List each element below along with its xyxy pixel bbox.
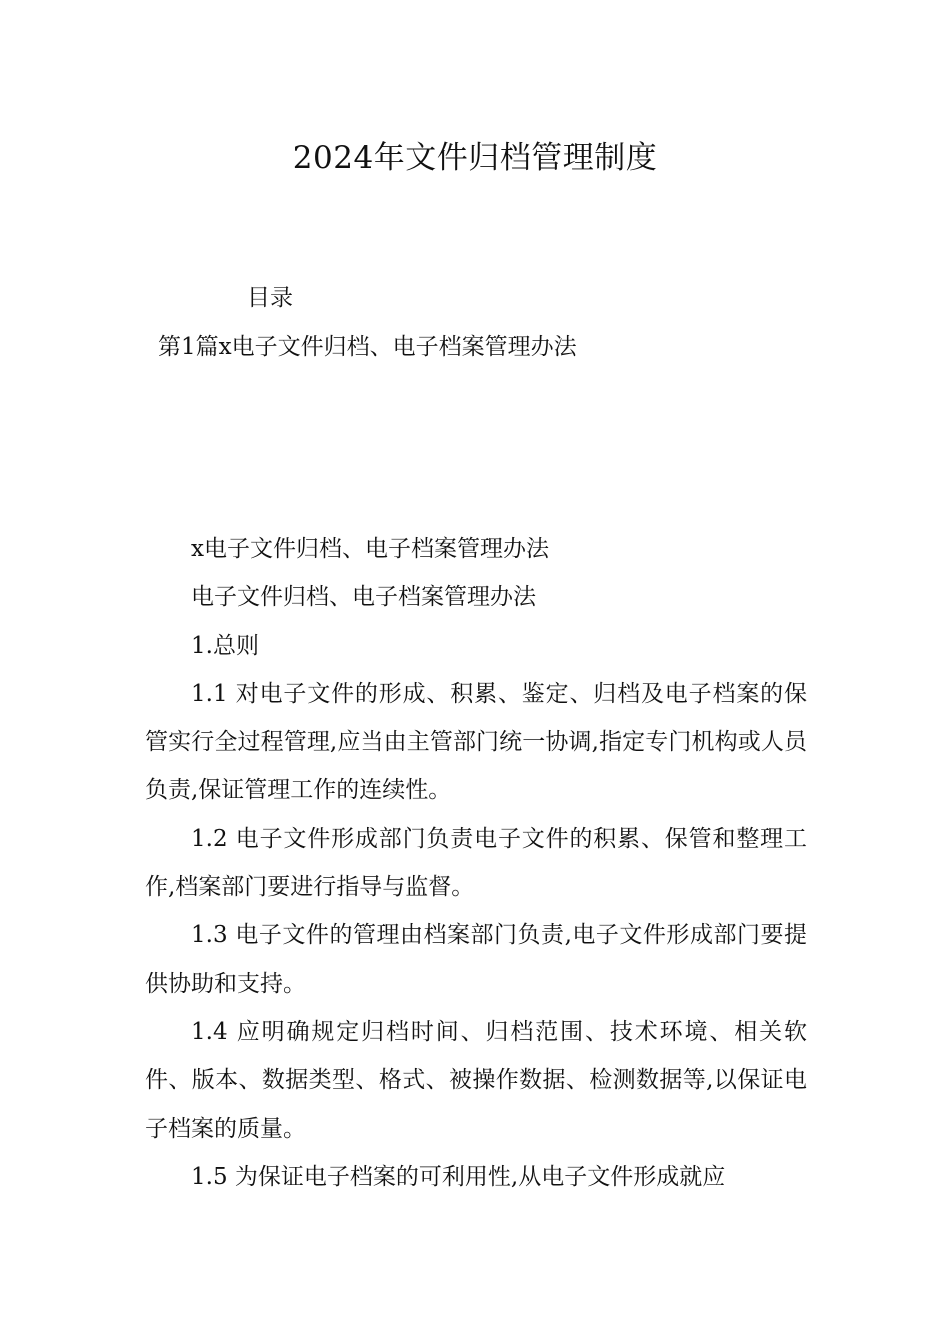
- section-subtitle: 电子文件归档、电子档案管理办法: [191, 584, 536, 611]
- toc-entry[interactable]: 第1篇x电子文件归档、电子档案管理办法: [158, 334, 577, 360]
- chapter-heading: 1.总则: [191, 632, 259, 659]
- section-title: x电子文件归档、电子档案管理办法: [191, 536, 549, 562]
- clause-paragraph: 1.3 电子文件的管理由档案部门负责,电子文件形成部门要提供协助和支持。: [145, 922, 807, 997]
- document-title: 2024年文件归档管理制度: [292, 140, 658, 176]
- clause-paragraph: 1.2 电子文件形成部门负责电子文件的积累、保管和整理工作,档案部门要进行指导与监督。: [145, 825, 807, 901]
- document-body: [145, 525, 807, 1201]
- clause-paragraph: 1.4 应明确规定归档时间、归档范围、技术环境、相关软件、版本、数据类型、格式、被操作数据、检测数据等,以保证电子档案的质量。: [145, 1018, 807, 1142]
- toc-heading: 目录: [247, 285, 293, 311]
- clause-paragraph: 1.5 为保证电子档案的可利用性,从电子文件形成就应: [191, 1163, 726, 1190]
- clause-paragraph: 1.1 对电子文件的形成、积累、鉴定、归档及电子档案的保管实行全过程管理,应当由主管部门统一协调,指定专门机构或人员负责,保证管理工作的连续性。: [145, 680, 807, 804]
